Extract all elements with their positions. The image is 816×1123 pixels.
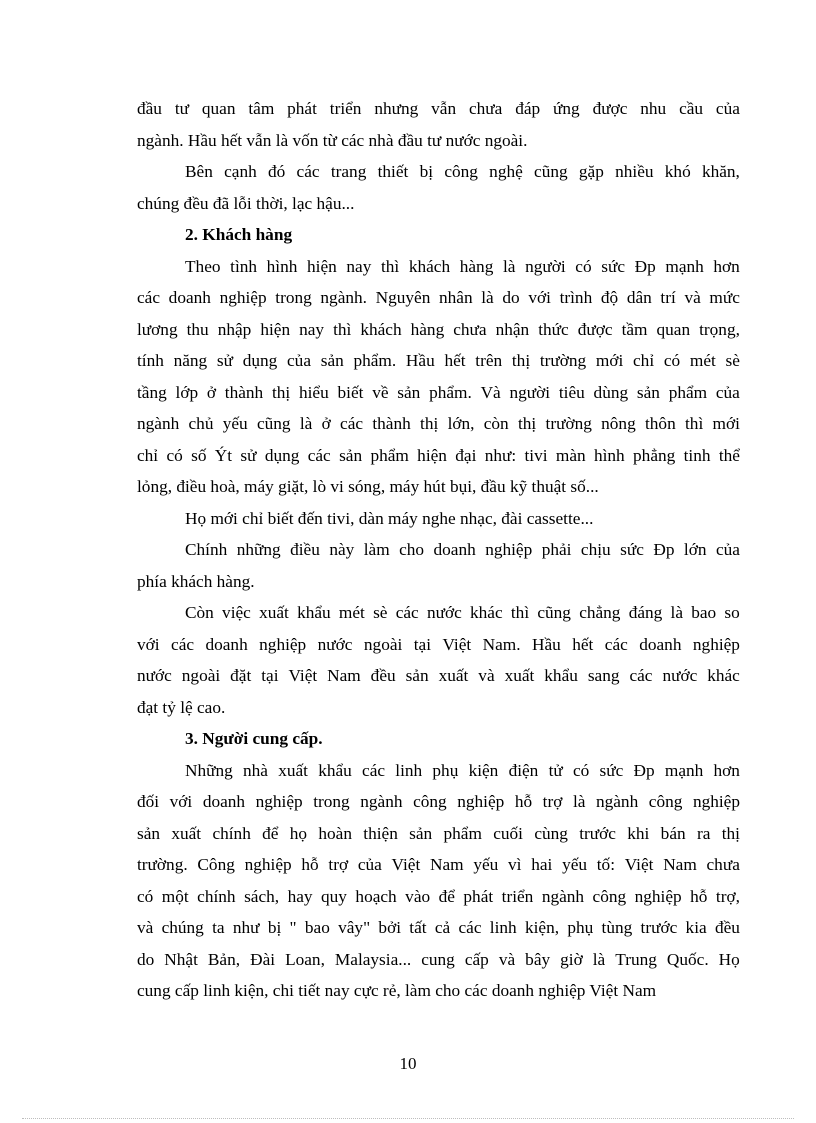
section-heading: 3. Người cung cấp. (185, 729, 323, 748)
paragraph-line: và chúng ta như bị " bao vây" bởi tất cả các linh kiện, phụ tùng trước kia đều (137, 918, 740, 937)
paragraph-line: cung cấp linh kiện, chi tiết nay cực rẻ, làm cho các doanh nghiệp Việt Nam (137, 981, 657, 1000)
paragraph-line: Họ mới chỉ biết đến tivi, dàn máy nghe nhạc, đài cassette... (185, 508, 594, 528)
paragraph-line: Những nhà xuất khẩu các linh phụ kiện điện tử có sức Ðp mạnh hơn (185, 760, 740, 780)
paragraph-line: đối với doanh nghiệp trong ngành công nghiệp hỗ trợ là ngành công nghiệp (137, 792, 740, 811)
paragraph-line: nước ngoài đặt tại Việt Nam đều sản xuất và xuất khẩu sang các nước khác (137, 666, 740, 685)
paragraph-line: do Nhật Bản, Đài Loan, Malaysia... cung cấp và bây giờ là Trung Quốc. Họ (137, 949, 740, 969)
page-number: 10 (399, 1054, 417, 1073)
paragraph-line: Còn việc xuất khẩu mét sè các nước khác thì cũng chẳng đáng là bao so (185, 603, 740, 622)
paragraph-line: với các doanh nghiệp nước ngoài tại Việt Nam. Hầu hết các doanh nghiệp (137, 634, 740, 654)
paragraph-line: chúng đều đã lỗi thời, lạc hậu... (137, 193, 355, 213)
paragraph-line: Chính những điều này làm cho doanh nghiệp phải chịu sức Ðp lớn của (185, 540, 740, 559)
paragraph-line: ngành. Hầu hết vẫn là vốn từ các nhà đầu tư nước ngoài. (137, 130, 528, 150)
paragraph-line: sản xuất chính để họ hoàn thiện sản phẩm cuối cùng trước khi bán ra thị (137, 823, 740, 843)
paragraph-line: các doanh nghiệp trong ngành. Nguyên nhân là do với trình độ dân trí và mức (137, 288, 740, 307)
paragraph-line: đầu tư quan tâm phát triển nhưng vẫn chưa đáp ứng được nhu cầu của (137, 99, 740, 118)
paragraph-line: phía khách hàng. (137, 571, 255, 591)
page-bottom-border (22, 1118, 794, 1119)
paragraph-line: lương thu nhập hiện nay thì khách hàng chưa nhận thức được tầm quan trọng, (137, 319, 740, 339)
paragraph-line: lỏng, điều hoà, máy giặt, lò vi sóng, máy hút bụi, đầu kỹ thuật số... (137, 477, 599, 496)
paragraph-line: tính năng sử dụng của sản phẩm. Hầu hết trên thị trường mới chỉ có mét sè (137, 351, 740, 370)
paragraph-line: trường. Công nghiệp hỗ trợ của Việt Nam yếu vì hai yếu tố: Việt Nam chưa (137, 855, 740, 874)
paragraph-line: ngành chủ yếu cũng là ở các thành thị lớn, còn thị trường nông thôn thì mới (137, 414, 740, 433)
paragraph-line: tầng lớp ở thành thị hiểu biết về sản phẩm. Và người tiêu dùng sản phẩm của (137, 382, 740, 402)
document-body (137, 93, 740, 1007)
paragraph-line: Theo tình hình hiện nay thì khách hàng là người có sức Ðp mạnh hơn (185, 256, 740, 276)
section-heading: 2. Khách hàng (185, 225, 293, 244)
paragraph-line: chỉ có số Ýt sử dụng các sản phẩm hiện đại như: tivi màn hình phẳng tinh thể (137, 445, 740, 465)
paragraph-line: có một chính sách, hay quy hoạch vào để phát triển ngành công nghiệp hỗ trợ, (137, 886, 740, 906)
paragraph-line: Bên cạnh đó các trang thiết bị công nghệ cũng gặp nhiều khó khăn, (185, 162, 740, 181)
paragraph-line: đạt tỷ lệ cao. (137, 697, 226, 717)
